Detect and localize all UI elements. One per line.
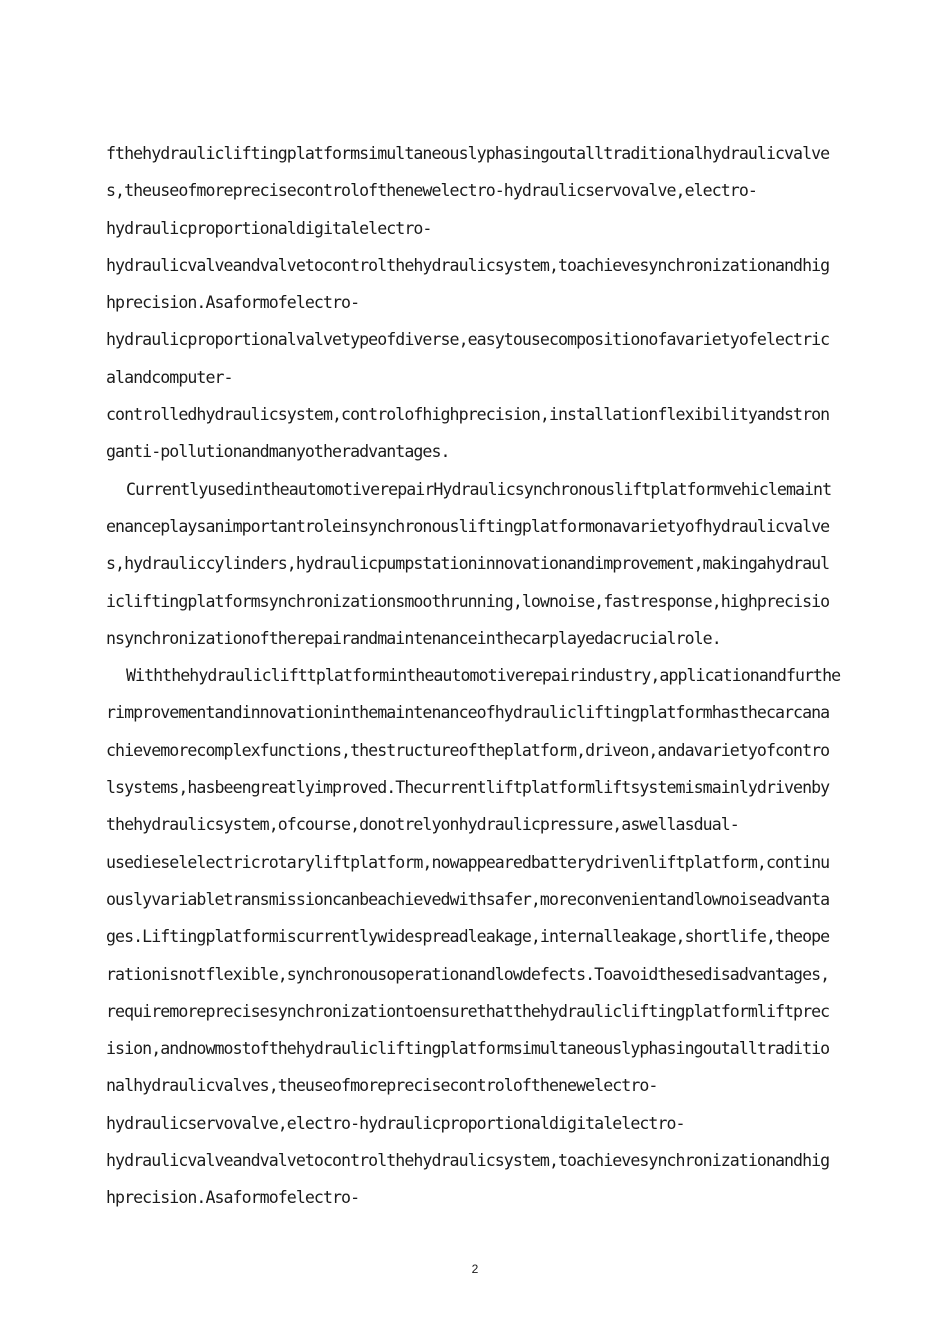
text-line: ision,andnowmostofthehydraulicliftingplatformsimultaneouslyphasingoutalltraditio <box>106 1039 830 1059</box>
text-line: s,theuseofmoreprecisecontrolofthenewelectro-hydraulicservovalve,electro- <box>106 181 757 201</box>
page-number: 2 <box>471 1262 479 1276</box>
text-line: hydraulicproportionaldigitalelectro- <box>106 218 432 238</box>
text-line: nalhydraulicvalves,theuseofmoreprecisecontrolofthenewelectro- <box>106 1076 658 1096</box>
text-line: ouslyvariabletransmissioncanbeachievedwithsafer,moreconvenientandlownoiseadvanta <box>106 889 830 909</box>
text-line: CurrentlyusedintheautomotiverepairHydraulicsynchronousliftplatformvehiclemaint <box>126 479 832 499</box>
text-line: icliftingplatformsynchronizationsmoothrunning,lownoise,fastresponse,highprecisio <box>106 591 830 611</box>
text-line: ges.Liftingplatformiscurrentlywidespreadleakage,internalleakage,shortlife,theope <box>106 927 830 947</box>
text-line: hprecision.Asaformofelectro- <box>106 1188 360 1208</box>
text-line: rationisnotflexible,synchronousoperationandlowdefects.Toavoidthesedisadvantages, <box>106 964 830 984</box>
text-line: thehydraulicsystem,ofcourse,donotrelyonhydraulicpressure,aswellasdual- <box>106 815 739 835</box>
text-line: usedieselelectricrotaryliftplatform,nowappearedbatterydrivenliftplatform,continu <box>106 852 830 872</box>
text-line: ganti-pollutionandmanyotheradvantages. <box>106 442 450 462</box>
text-line: controlledhydraulicsystem,controlofhighprecision,installationflexibilityandstron <box>106 405 830 425</box>
body-text <box>106 142 876 1224</box>
text-line: lsystems,hasbeengreatlyimproved.Thecurrentliftplatformliftsystemismainlydrivenby <box>106 778 830 798</box>
text-line: hprecision.Asaformofelectro- <box>106 293 360 313</box>
text-line: s,hydrauliccylinders,hydraulicpumpstationinnovationandimprovement,makingahydraul <box>106 554 830 574</box>
text-line: fthehydraulicliftingplatformsimultaneouslyphasingoutalltraditionalhydraulicvalve <box>106 144 830 163</box>
text-line: hydraulicservovalve,electro-hydraulicproportionaldigitalelectro- <box>106 1113 685 1133</box>
text-line: hydraulicproportionalvalvetypeofdiverse,easytousecompositionofavarietyofelectric <box>106 330 830 350</box>
text-line: hydraulicvalveandvalvetocontrolthehydraulicsystem,toachievesynchronizationandhig <box>106 255 830 275</box>
text-line: Withthehydrauliclifttplatformintheautomotiverepairindustry,applicationandfurthe <box>126 666 841 686</box>
text-line: requiremoreprecisesynchronizationtoensurethatthehydraulicliftingplatformliftprec <box>106 1001 830 1021</box>
text-line: nsynchronizationoftherepairandmaintenanceinthecarplayedacrucialrole. <box>106 628 721 648</box>
text-line: rimprovementandinnovationinthemaintenanceofhydraulicliftingplatformhasthecarcana <box>106 703 830 723</box>
text-line: hydraulicvalveandvalvetocontrolthehydraulicsystem,toachievesynchronizationandhig <box>106 1151 830 1171</box>
text-line: alandcomputer- <box>106 367 233 387</box>
text-line: chievemorecomplexfunctions,thestructureoftheplatform,driveon,andavarietyofcontro <box>106 740 830 760</box>
text-line: enanceplaysanimportantroleinsynchronousliftingplatformonavarietyofhydraulicvalve <box>106 516 830 536</box>
